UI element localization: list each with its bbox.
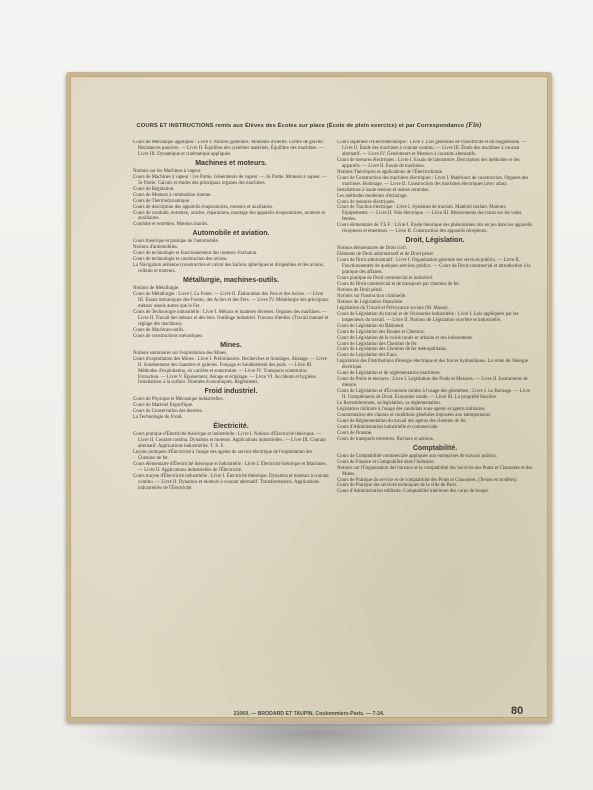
course-entry: Cours d'exploitation des Mines : Livre I. Préliminaires. Recherches et Sondages. Abatage. — Livre II. Soutènement des chantiers et galeries. Fonçage et Soutènement des puits. — Livre III. Méthodes d'exploitation, en carrière et souterraine. — Livre IV. Transports souterrains. Extraction. — Livre V. Épuisement. Aérage et éclairage. — Livre VI. Accidents et hygiène. Installations à la surface. Données économiques. Règlements.: [133, 356, 327, 386]
course-entry: Notions de Droit pénal.: [337, 287, 383, 293]
course-entry: Notions sur l'instruction criminelle.: [337, 293, 407, 299]
catalog-section: [133, 341, 329, 387]
course-entry: Cours de Conservation des denrées.: [133, 409, 203, 415]
course-entry: Cours pratique de Droit commercial et industriel.: [337, 276, 434, 282]
course-entry: Cours moyen d'Électricité industrielle : Livre I. Électricité théorique. Dynamos et moteurs à courant continu. — Livre II. Dynamos et moteurs à courant alternatif. Transformateurs. Applications industrielles de l'Électricité.: [133, 473, 329, 491]
course-entry: Cours d'Administration militaire. Comptabilité intérieure des corps de troupe.: [337, 489, 489, 495]
course-entry: Cours de Réglementation du travail des agents des chemins de fer.: [337, 418, 467, 424]
catalog-section: [133, 229, 329, 275]
course-entry: Cours de technologie et fonctionnement des moteurs d'aviation.: [133, 251, 258, 257]
course-entry: Notions d'automobiles.: [133, 245, 179, 251]
course-entry: Notions sommaires sur l'exploitation des Mines.: [133, 350, 228, 356]
section-title: Froid industriel.: [204, 388, 258, 396]
course-entry: Cours de Matériel frigorifique.: [133, 403, 194, 409]
course-entry: Cours de mesures électriques.: [337, 199, 396, 205]
course-entry: Cours de Douane.: [337, 430, 373, 436]
book-shadow: [72, 724, 560, 770]
course-entry: Cours de Traction électrique : Livre I. Systèmes de traction. Matériel roulant. Moteurs. Équipements. — Livre II. Voie électrique. — Livre III. Mouvements des trains sur les voies ferrées.: [337, 205, 522, 223]
course-entry: Cours de Thermodynamique.: [133, 198, 191, 204]
course-entry: Cours de Législation des Chemins de fer.: [337, 341, 418, 347]
header-fin: (Fin): [465, 121, 482, 129]
course-entry: Législation des Distributions d'énergie électrique et des forces hydrauliques. La vente de l'énergie électrique.: [337, 359, 529, 371]
course-entry: Cours de Construction des machines électriques : Livre I. Matériaux de construction. Organes des machines. Bobinage. — Livre II. Construction des machines électriques (avec atlas).: [337, 175, 529, 187]
printer-footer: 21069. — BRODARD ET TAUPIN, Coulommiers-Paris. — 7-34.: [233, 711, 385, 717]
course-entry: Cours de Technologie industrielle : Livre I. Métaux et matières diverses. Organes des machines. — Livre II. Travail des métaux et des bois. Outillage industriel. Travaux d'atelier. (Travail manuel et réglage des machines).: [133, 309, 329, 327]
course-entry: Cours de mesures électriques : Livre I. Essais de laboratoire. Description des méthodes et des appareils. — Livre II. Essais de machines.: [337, 157, 520, 169]
course-entry: Cours de Droit commercial et de transports par chemins de fer.: [337, 281, 460, 287]
course-entry: Cours de Métallurgie : Livre I. La Fonte. — Livre II. Élaboration des Fers et des Aciers. — Livre III. Essais mécaniques des Fontes, des Aciers et des Fers. — Livre IV. Métallurgie des principaux métaux usuels autres que le Fer.: [133, 292, 329, 309]
cover-page: [70, 76, 548, 718]
course-entry: Cours de Régulation.: [133, 186, 175, 192]
course-entry: Cours de Poids et mesures : Livre I. Législation des Poids et Mesures. — Livre II. Instruments de mesure.: [337, 377, 528, 389]
course-entry: Cours de Législation du travail et de l'économie industrielle : Livre I. Lois appliquées par les inspecteurs du travail. — Livre II. Notions de Législation ouvrière et industrielle.: [337, 311, 519, 323]
course-entry: Cours de technologie et construction des avions.: [133, 257, 228, 263]
course-entry: Cours de Machines à vapeur : 1re Partie. Générateurs de vapeur. — 2e Partie. Moteurs à vapeur. — 3e Partie. Calculs et études des principaux organes des machines.: [133, 174, 328, 186]
section-title: Droit, Législation.: [405, 237, 465, 245]
course-entry: Législation militaire à l'usage des candidats sous-agents et agents militaires.: [337, 406, 486, 412]
course-entry: Cours pratique d'Électricité théorique et industrielle : Livre I. Notions d'Électricité théorique. — Livre II. Courant continu. Dynamos et moteurs. Applications industrielles. — Livre III. Courant alternatif. Applications industrielles. T. S. F.: [133, 432, 326, 450]
course-entry: Cours de Pratique du service et de comptabilité des Ponts et Chaussées. (Textes et modèles).: [337, 477, 518, 483]
course-entry: Notions de Métallurgie.: [133, 286, 180, 292]
catalog-section: [133, 387, 329, 421]
course-entry: Cours de Législation des Eaux.: [337, 353, 398, 359]
course-entry: Cours de Législation et d'Économie rurales à l'usage des géomètres : Livre I. Le Bornage. — Livre II. Compléments de Droit. Économie rurale. — Livre III. La propriété foncière.: [337, 389, 531, 401]
catalog-section: [337, 140, 533, 235]
course-entry: Cours élémentaire de T.S.F. : Livre I. Étude théorique des phénomènes mis en jeu dans les appareils récepteurs et émetteurs. — Livre II. Construction des appareils récepteurs.: [337, 223, 533, 235]
course-entry: Cours de Comptabilité commerciale appliquée aux entreprises de travaux publics.: [337, 453, 497, 459]
section-title: Électricité.: [213, 423, 249, 431]
course-entry: La Technologie du Froid.: [133, 415, 183, 421]
catalog-header: [71, 121, 547, 129]
catalog-section: [133, 140, 329, 158]
course-entry: Cours de Législation du Bâtiment.: [337, 323, 405, 329]
course-entry: Installations à haute tension et usines centrales.: [337, 187, 430, 193]
course-entry: Cours de Législation des Routes et Chemins.: [337, 329, 425, 335]
course-entry: Notions sur l'Organisation des bureaux et la comptabilité des Services des Ponts et Chaussées et des Mines.: [337, 465, 533, 477]
course-entry: Conduite et entretien. Moteurs marins.: [133, 222, 209, 228]
catalog-section: [133, 422, 329, 492]
course-entry: La Navigation aérienne (construction et calcul des ballons sphériques et dirigeables et des avions, cellules et moteurs.: [133, 263, 324, 275]
course-entry: Commentaires des clauses et conditions générales imposées aux entrepreneurs.: [337, 412, 492, 418]
catalog-section: [337, 236, 533, 442]
catalog-section: [337, 444, 533, 496]
course-entry: Cours de description des appareils évaporatoires, moteurs et auxiliaires.: [133, 204, 274, 210]
section-title: Mines.: [220, 341, 242, 349]
course-entry: Cours de Mécanique appliquée : Livre I. Notions générales. Moments d'inertie. Centre de gravité. Résistances passives. — Livre II. Équilibre des systèmes matériels. Équilibre des machines. — Livre III. Dynamique et cinématique appliquée.: [133, 140, 324, 157]
section-title: Machines et moteurs.: [195, 159, 267, 167]
course-entry: Cours de Physique et Mécanique industrielles.: [133, 397, 224, 403]
course-entry: Cours de transports terrestres, fluviaux et aériens.: [337, 436, 434, 442]
course-entry: Cours élémentaire d'Électricité théorique et industrielle : Livre I. Électricité théorique et Machines. — Livre II. Applications industrielles de l'Électricité.: [133, 461, 327, 473]
left-column: [133, 140, 329, 600]
header-text: COURS ET INSTRUCTIONS remis aux Élèves des Écoles sur place (École de plein exercice) et par Correspondance: [136, 123, 465, 129]
catalog-section: [133, 276, 329, 340]
course-entry: Cours théorique et pratique de l'automobile.: [133, 239, 219, 245]
course-entry: Cours d'Administration industrielle et commerciale.: [337, 424, 439, 430]
section-title: Métallurgie, machines-outils.: [182, 277, 280, 285]
course-entry: Cours de Machines-outils.: [133, 327, 185, 333]
course-entry: Notions élémentaires de Droit civil.: [337, 246, 407, 252]
section-title: Comptabilité.: [412, 444, 458, 452]
course-entry: Leçons pratiques d'Électricité à l'usage des agents du service électrique de l'exploitation des Chemins de fer.: [133, 450, 313, 462]
course-entry: Cours de Pratique des services techniques de la ville de Paris.: [337, 483, 458, 489]
section-title: Automobile et aviation.: [192, 230, 270, 238]
course-entry: Cours de Droit administratif : Livre I. Organisation générale des services publics. — Livre II. Fonctionnement de quelques services publics. — Cours de Droit commercial et introduction à la pratique des affaires.: [337, 258, 531, 276]
course-entry: Notions sur les Machines à vapeur.: [133, 168, 202, 174]
course-entry: Cours supérieur d'Électrotechnique : Livre I. Lois générales de l'Électricité et du magnétisme. — Livre II. Étude des machines à courant continu. — Livre III. Étude des machines à courant alternatif. — Livre IV. Générateurs et Moteurs à courants alternatifs.: [337, 140, 527, 157]
course-entry: Cours de Finance et Comptabilité dans l'industrie.: [337, 459, 435, 465]
page-number: 80: [511, 705, 524, 717]
book-back-cover: [66, 72, 552, 722]
course-entry: Les méthodes modernes d'éclairage.: [337, 193, 408, 199]
course-entry: Cours de Moteurs à combustion interne.: [133, 192, 212, 198]
course-entry: Législation du Travail et Prévoyance sociale (M. Masse).: [337, 305, 449, 311]
right-column: [337, 140, 533, 640]
course-entry: Notions Théoriques et applications de l'Électrochimie.: [337, 169, 444, 175]
course-entry: Éléments de Droit administratif et de Droit pénal.: [337, 252, 434, 258]
course-entry: Le Remembrement, sa législation, sa réglementation.: [337, 401, 442, 407]
course-entry: Cours de Législation des Chemins de fer métropolitains.: [337, 347, 448, 353]
course-entry: Cours de Législation et de réglementation maritimes.: [337, 371, 441, 377]
course-entry: Cours de Législation de la voirie rurale et urbaine et des lotissements.: [337, 335, 474, 341]
course-entry: Cours de conduite, entretien, avaries, réparations, montage des appareils évaporatoires, moteurs et auxiliaires.: [133, 210, 326, 222]
course-entry: Notions de Législation financière.: [337, 299, 404, 305]
catalog-section: [133, 159, 329, 229]
course-entry: Cours de constructions mécaniques.: [133, 333, 204, 339]
